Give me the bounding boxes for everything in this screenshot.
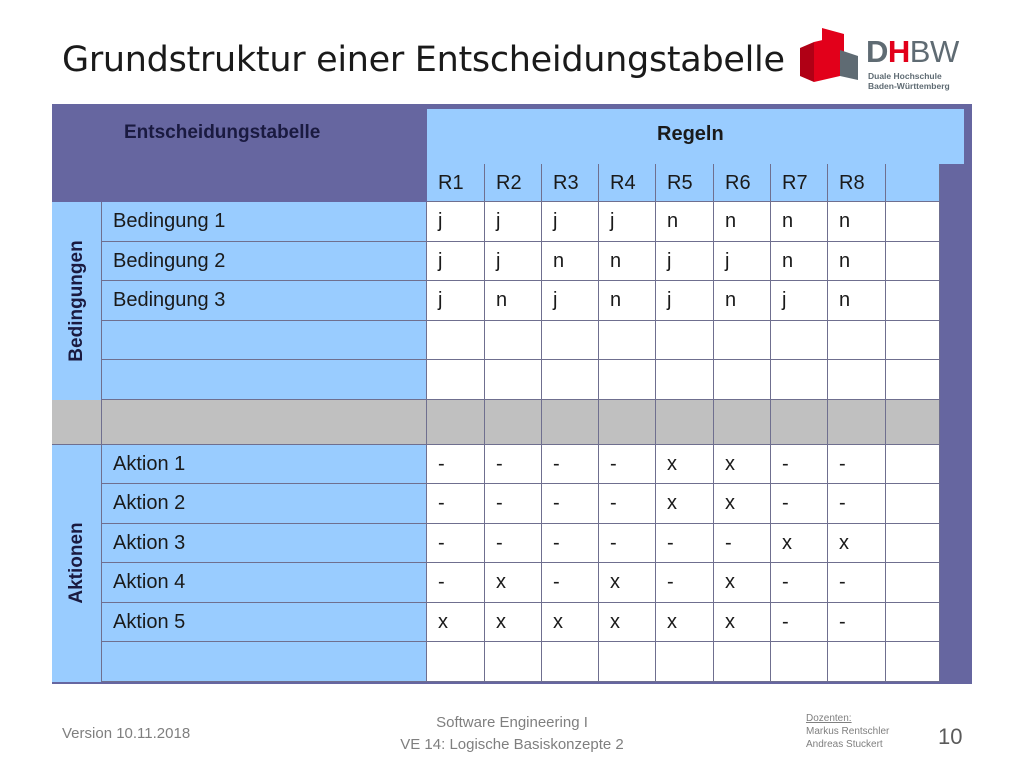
condition-label: Bedingung 1 <box>102 202 427 242</box>
action-label <box>102 642 427 682</box>
separator-row-cell <box>828 400 886 445</box>
condition-cell: j <box>714 242 771 282</box>
action-cell: x <box>828 524 886 564</box>
separator-row-cell <box>599 400 656 445</box>
action-cell: - <box>656 563 714 603</box>
action-cell <box>886 603 940 643</box>
rule-header-r5: R5 <box>656 164 714 202</box>
section-conditions-label: Bedingungen <box>65 240 87 362</box>
condition-label: Bedingung 2 <box>102 242 427 282</box>
rule-header-r4: R4 <box>599 164 656 202</box>
condition-label <box>102 360 427 400</box>
logo-subtitle-2: Baden-Württemberg <box>868 81 950 91</box>
condition-cell: n <box>714 202 771 242</box>
action-cell: x <box>599 603 656 643</box>
condition-cell <box>771 321 828 361</box>
condition-cell: n <box>828 242 886 282</box>
action-cell <box>485 642 542 682</box>
condition-cell: j <box>427 202 485 242</box>
condition-cell: j <box>485 202 542 242</box>
dhbw-logo <box>800 28 970 94</box>
action-cell: - <box>771 603 828 643</box>
action-cell: - <box>427 445 485 485</box>
section-actions-label: Aktionen <box>65 522 87 604</box>
action-cell: x <box>599 563 656 603</box>
action-cell: x <box>542 603 599 643</box>
action-cell: - <box>485 484 542 524</box>
action-cell: - <box>542 445 599 485</box>
condition-cell <box>542 321 599 361</box>
condition-cell: n <box>599 281 656 321</box>
condition-cell <box>886 321 940 361</box>
action-cell: x <box>485 603 542 643</box>
action-cell: - <box>599 524 656 564</box>
condition-cell <box>485 321 542 361</box>
condition-cell <box>427 321 485 361</box>
action-cell: - <box>771 563 828 603</box>
footer-lecturers-label: Dozenten: <box>806 713 852 724</box>
rule-header-r7: R7 <box>771 164 828 202</box>
rule-header-r2: R2 <box>485 164 542 202</box>
condition-cell <box>599 360 656 400</box>
condition-label: Bedingung 3 <box>102 281 427 321</box>
action-cell <box>886 563 940 603</box>
condition-cell: n <box>714 281 771 321</box>
action-cell: x <box>714 563 771 603</box>
footer-lecturers <box>806 712 889 751</box>
condition-cell: j <box>599 202 656 242</box>
condition-cell: n <box>656 202 714 242</box>
action-cell <box>886 445 940 485</box>
action-cell <box>828 642 886 682</box>
condition-cell <box>485 360 542 400</box>
action-cell <box>656 642 714 682</box>
section-conditions <box>52 202 102 400</box>
condition-cell <box>828 321 886 361</box>
action-label: Aktion 1 <box>102 445 427 485</box>
section-actions <box>52 445 102 682</box>
separator-row-label <box>102 400 427 445</box>
condition-cell <box>714 360 771 400</box>
condition-cell: j <box>656 281 714 321</box>
dhbw-logo-icon <box>800 28 862 84</box>
action-cell <box>714 642 771 682</box>
action-cell: - <box>427 484 485 524</box>
action-cell <box>599 642 656 682</box>
action-cell: - <box>828 563 886 603</box>
action-cell: - <box>771 484 828 524</box>
condition-cell: n <box>828 202 886 242</box>
action-cell: x <box>714 603 771 643</box>
condition-cell: n <box>828 281 886 321</box>
action-cell: - <box>542 563 599 603</box>
table-header-left-label: Entscheidungstabelle <box>124 122 321 143</box>
action-label: Aktion 5 <box>102 603 427 643</box>
rule-header-r3: R3 <box>542 164 599 202</box>
footer-lecture: VE 14: Logische Basiskonzepte 2 <box>400 736 624 753</box>
action-cell: - <box>656 524 714 564</box>
action-label: Aktion 4 <box>102 563 427 603</box>
separator-row-cell <box>656 400 714 445</box>
condition-cell: n <box>771 202 828 242</box>
condition-label <box>102 321 427 361</box>
condition-cell: j <box>542 281 599 321</box>
action-cell <box>886 642 940 682</box>
action-cell <box>886 524 940 564</box>
separator-row-cell <box>771 400 828 445</box>
condition-cell <box>886 202 940 242</box>
action-cell: - <box>714 524 771 564</box>
condition-cell: n <box>542 242 599 282</box>
separator-row-cell <box>886 400 940 445</box>
rule-header-r8: R8 <box>828 164 886 202</box>
condition-cell: n <box>485 281 542 321</box>
slide-title: Grundstruktur einer Entscheidungstabelle <box>62 40 785 80</box>
condition-cell <box>714 321 771 361</box>
dhbw-logo-text: DHBW <box>866 34 959 69</box>
action-label: Aktion 3 <box>102 524 427 564</box>
condition-cell: j <box>485 242 542 282</box>
action-cell: x <box>714 484 771 524</box>
action-cell: x <box>485 563 542 603</box>
footer-course-info <box>372 712 652 756</box>
condition-cell <box>656 360 714 400</box>
table-right-border <box>964 104 972 684</box>
action-cell: - <box>828 484 886 524</box>
action-cell <box>427 642 485 682</box>
action-label: Aktion 2 <box>102 484 427 524</box>
rule-header-r6: R6 <box>714 164 771 202</box>
footer-lecturer-2: Andreas Stuckert <box>806 739 883 750</box>
action-cell: - <box>427 524 485 564</box>
action-cell: x <box>771 524 828 564</box>
action-cell: x <box>656 445 714 485</box>
condition-cell <box>771 360 828 400</box>
action-cell <box>771 642 828 682</box>
action-cell: - <box>599 484 656 524</box>
action-cell: - <box>771 445 828 485</box>
condition-cell: j <box>427 281 485 321</box>
rule-header-empty <box>886 164 940 202</box>
separator-row-side <box>52 400 102 445</box>
separator-row-cell <box>542 400 599 445</box>
logo-subtitle-1: Duale Hochschule <box>868 71 942 81</box>
separator-row-cell <box>485 400 542 445</box>
footer-lecturer-1: Markus Rentschler <box>806 726 890 737</box>
condition-cell: n <box>771 242 828 282</box>
footer-course: Software Engineering I <box>436 714 588 731</box>
action-cell: x <box>427 603 485 643</box>
condition-cell <box>828 360 886 400</box>
footer-version: Version 10.11.2018 <box>62 725 191 742</box>
separator-row-cell <box>427 400 485 445</box>
separator-row-cell <box>714 400 771 445</box>
condition-cell: j <box>656 242 714 282</box>
action-cell: - <box>542 484 599 524</box>
action-cell: - <box>599 445 656 485</box>
action-cell: - <box>485 445 542 485</box>
action-cell <box>542 642 599 682</box>
action-cell: - <box>485 524 542 564</box>
condition-cell <box>599 321 656 361</box>
condition-cell <box>656 321 714 361</box>
action-cell: - <box>828 445 886 485</box>
table-header-left <box>52 104 427 202</box>
action-cell: - <box>427 563 485 603</box>
condition-cell: j <box>427 242 485 282</box>
condition-cell <box>886 242 940 282</box>
condition-cell: j <box>771 281 828 321</box>
action-cell: - <box>828 603 886 643</box>
condition-cell <box>542 360 599 400</box>
condition-cell <box>886 281 940 321</box>
condition-cell <box>427 360 485 400</box>
condition-cell <box>886 360 940 400</box>
rules-header-label: Regeln <box>657 123 724 145</box>
action-cell: - <box>542 524 599 564</box>
action-cell <box>886 484 940 524</box>
rules-header <box>427 109 965 164</box>
condition-cell: n <box>599 242 656 282</box>
decision-table <box>52 104 972 684</box>
page-number: 10 <box>938 724 963 749</box>
condition-cell: j <box>542 202 599 242</box>
action-cell: x <box>714 445 771 485</box>
rule-header-r1: R1 <box>427 164 485 202</box>
action-cell: x <box>656 603 714 643</box>
action-cell: x <box>656 484 714 524</box>
